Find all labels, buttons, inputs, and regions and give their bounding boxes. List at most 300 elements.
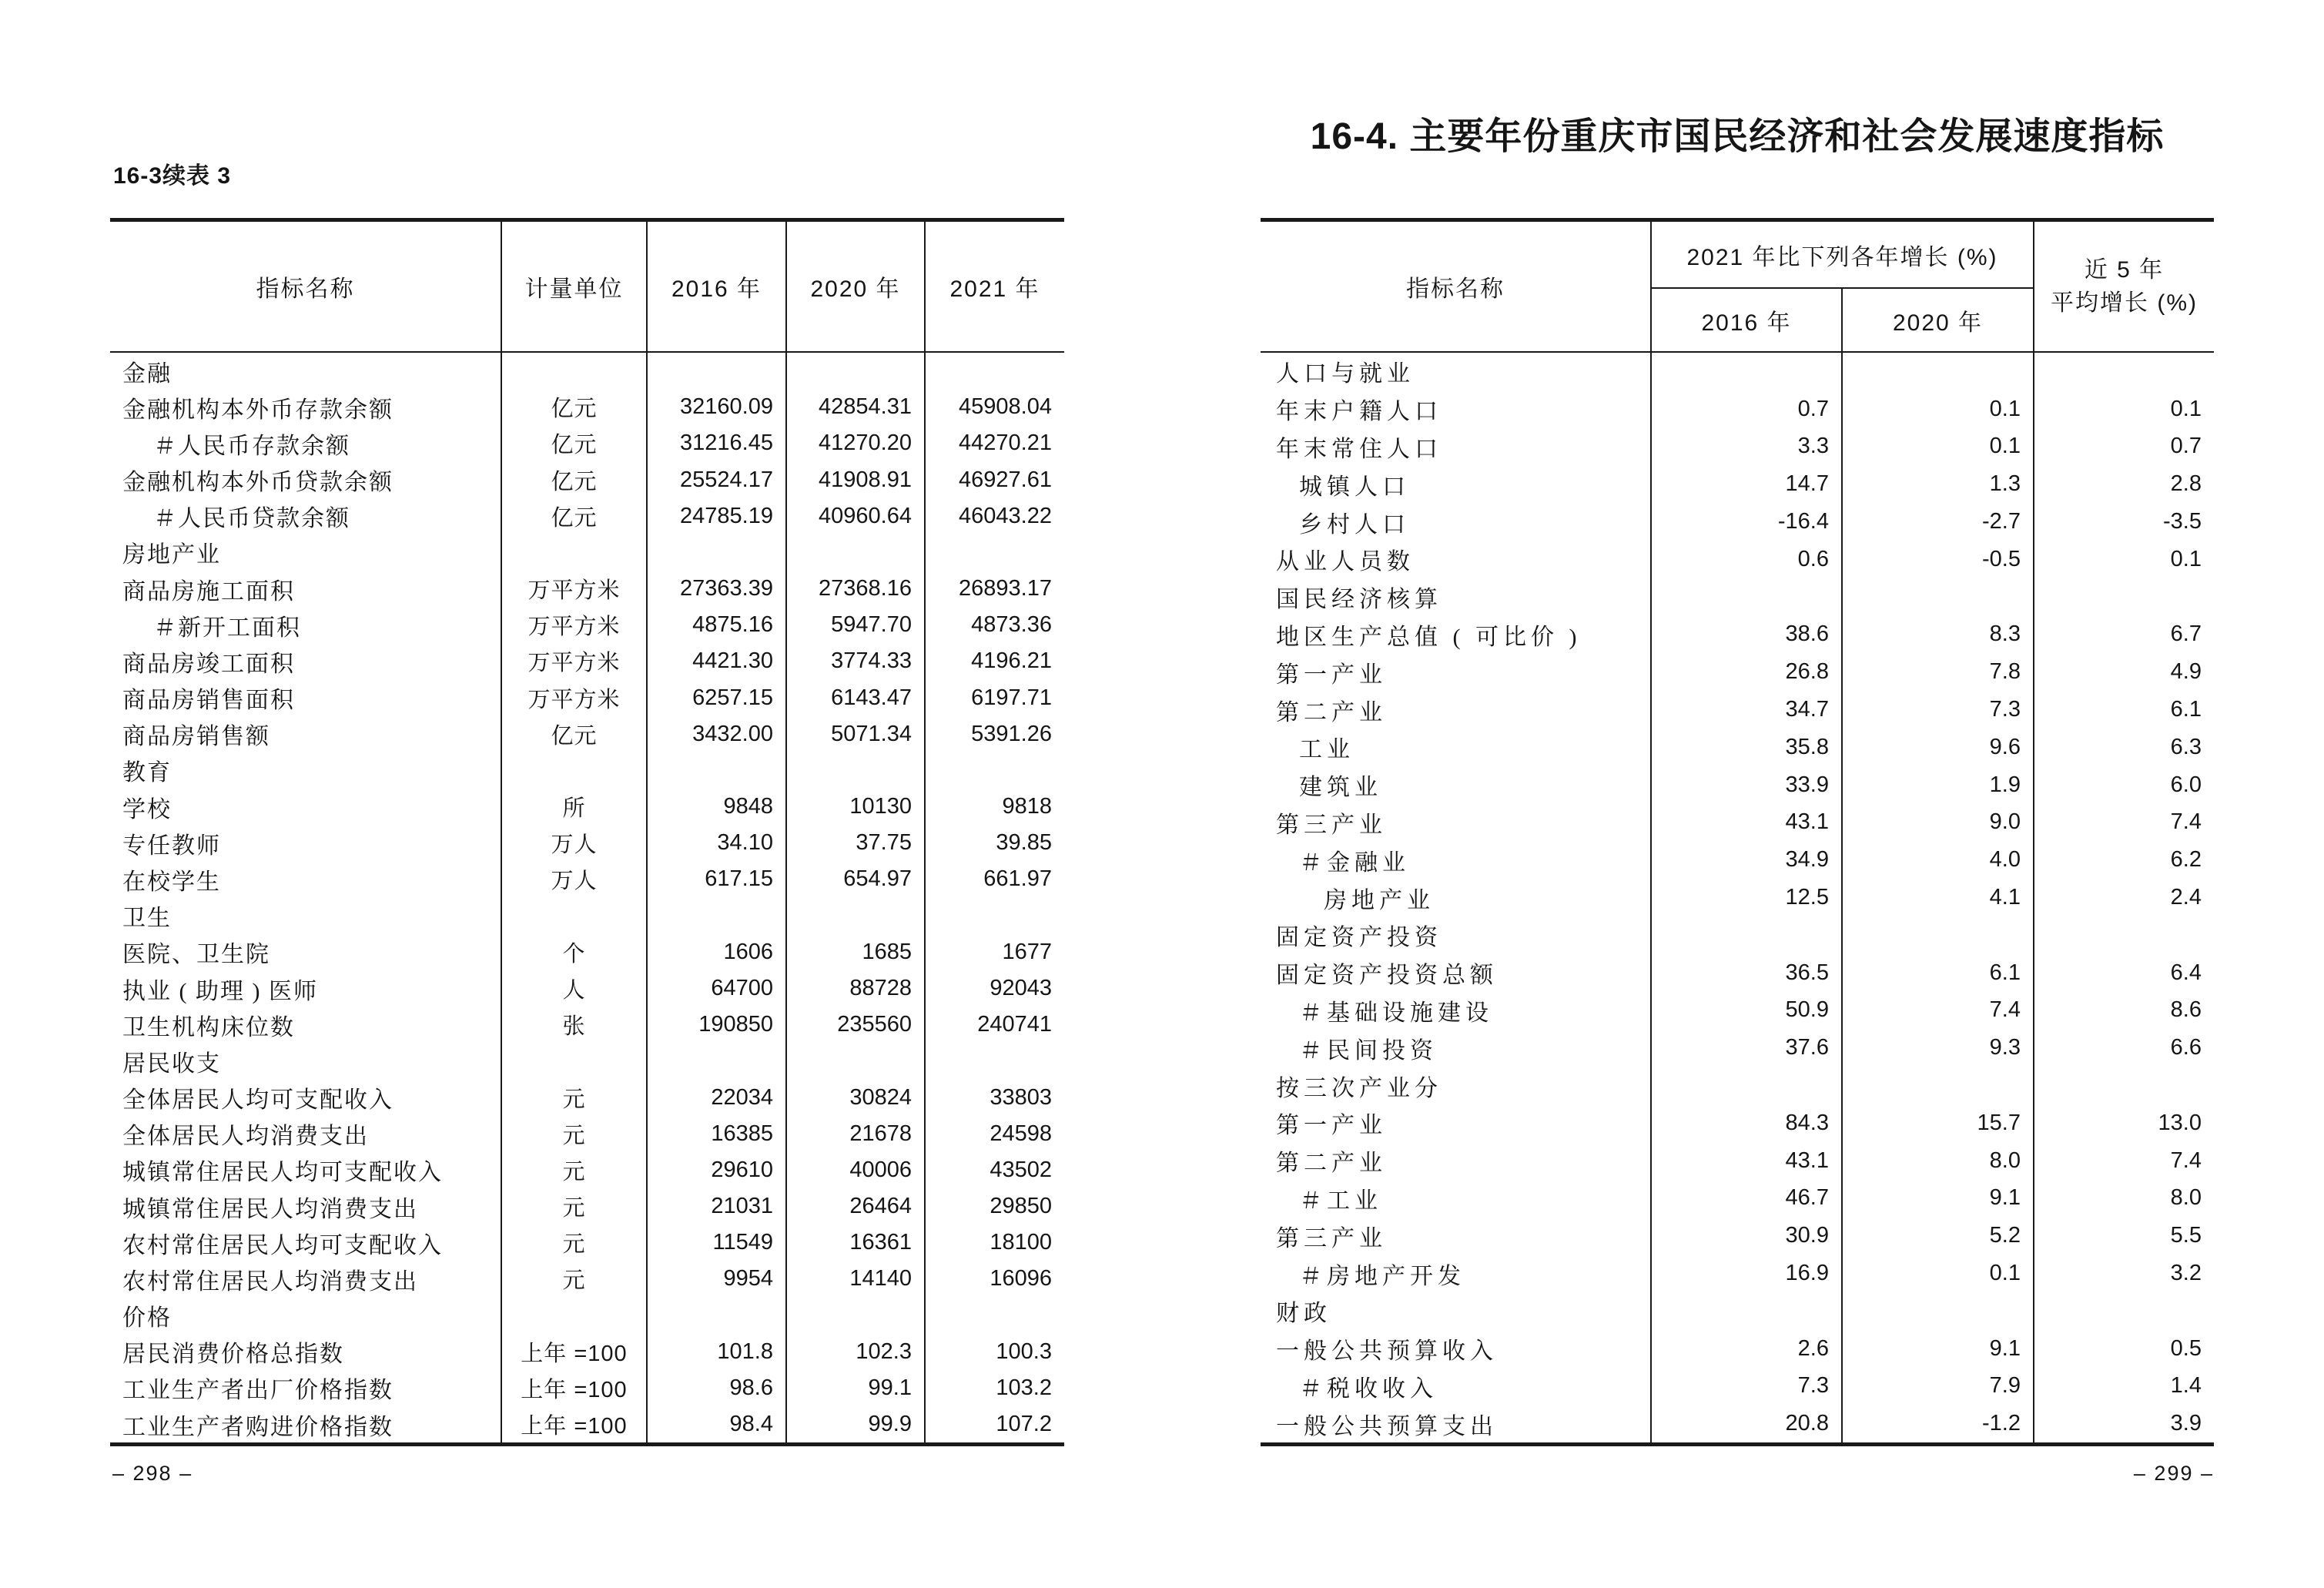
value-2016: 4875.16 (648, 607, 787, 643)
indicator-name: 一般公共预算支出 (1261, 1405, 1652, 1442)
right-header-avg5-line2: 平均增长 (%) (2051, 290, 2198, 316)
indicator-name: 乡村人口 (1261, 503, 1652, 541)
growth-vs-2016: 2.6 (1652, 1330, 1843, 1368)
table-row (110, 462, 1064, 498)
value-2016: 1606 (648, 934, 787, 970)
table-row (110, 861, 1064, 897)
value-2016: 9954 (648, 1261, 787, 1297)
value-2021: 661.97 (983, 866, 1052, 892)
growth-vs-2020: 9.0 (1843, 804, 2034, 842)
indicator-name: 年末户籍人口 (1261, 390, 1652, 428)
table-row (1261, 916, 2214, 954)
avg-5yr-growth: 6.2 (2170, 847, 2202, 873)
growth-vs-2016: 37.6 (1652, 1029, 1843, 1067)
growth-vs-2016 (1652, 578, 1843, 616)
growth-vs-2020: 9.1 (1843, 1330, 2034, 1368)
indicator-name: 专任教师 (110, 825, 502, 861)
table-row (110, 680, 1064, 716)
growth-vs-2016 (1652, 1067, 1843, 1104)
avg-5yr-growth: 0.1 (2170, 396, 2202, 421)
table-row (1261, 1180, 2214, 1218)
avg-5yr-growth: 0.7 (2170, 434, 2202, 459)
value-2021: 39.85 (996, 830, 1052, 856)
growth-vs-2016: 38.6 (1652, 616, 1843, 654)
table-row (110, 571, 1064, 607)
avg-5yr-growth (2034, 1067, 2214, 1104)
growth-vs-2020: 7.8 (1843, 653, 2034, 691)
avg-5yr-growth: 7.4 (2170, 809, 2202, 835)
growth-vs-2020: -0.5 (1843, 541, 2034, 578)
indicator-name: 商品房销售额 (110, 716, 502, 752)
avg-5yr-growth: 8.6 (2170, 997, 2202, 1023)
value-2020: 21678 (787, 1116, 926, 1152)
unit-cell: 亿元 (502, 425, 648, 461)
value-2016: 4421.30 (648, 643, 787, 679)
avg-5yr-growth: 2.8 (2170, 471, 2202, 497)
growth-vs-2020: 9.3 (1843, 1029, 2034, 1067)
indicator-name: 在校学生 (110, 861, 502, 897)
indicator-name: 全体居民人均消费支出 (110, 1116, 502, 1152)
indicator-name: 按三次产业分 (1261, 1067, 1652, 1104)
unit-cell (502, 1297, 648, 1333)
table-row (1261, 691, 2214, 729)
unit-cell: 张 (502, 1007, 648, 1043)
indicator-name: 价格 (110, 1297, 502, 1333)
indicator-name: 医院、卫生院 (110, 934, 502, 970)
value-2020: 1685 (787, 934, 926, 970)
unit-cell: 亿元 (502, 462, 648, 498)
unit-cell (502, 898, 648, 934)
value-2020 (787, 1043, 926, 1079)
indicator-name: 全体居民人均可支配收入 (110, 1079, 502, 1115)
value-2021: 45908.04 (959, 394, 1052, 420)
left-table (110, 218, 1064, 1446)
unit-cell: 个 (502, 934, 648, 970)
table-row (110, 1297, 1064, 1333)
unit-cell: 万平方米 (502, 680, 648, 716)
value-2020: 102.3 (787, 1334, 926, 1370)
left-header-2020: 2020 年 (787, 222, 926, 351)
avg-5yr-growth: 3.9 (2170, 1411, 2202, 1436)
indicator-name: 商品房销售面积 (110, 680, 502, 716)
right-header-group-wrap (1652, 222, 2034, 351)
value-2020 (787, 752, 926, 789)
value-2016 (648, 1043, 787, 1079)
growth-vs-2016: 33.9 (1652, 766, 1843, 804)
avg-5yr-growth: 7.4 (2170, 1147, 2202, 1173)
unit-cell (502, 353, 648, 389)
value-2016: 32160.09 (648, 389, 787, 425)
left-header-2016: 2016 年 (648, 222, 787, 351)
value-2016: 9848 (648, 789, 787, 825)
growth-vs-2016: -16.4 (1652, 503, 1843, 541)
growth-vs-2020 (1843, 578, 2034, 616)
avg-5yr-growth: 8.0 (2170, 1185, 2202, 1211)
growth-vs-2020 (1843, 1067, 2034, 1104)
avg-5yr-growth: 1.4 (2170, 1373, 2202, 1399)
value-2021: 107.2 (996, 1412, 1052, 1437)
avg-5yr-growth: 0.5 (2170, 1335, 2202, 1361)
table-row (110, 898, 1064, 934)
growth-vs-2020: 1.9 (1843, 766, 2034, 804)
avg-5yr-growth: 6.0 (2170, 772, 2202, 797)
growth-vs-2016 (1652, 916, 1843, 954)
value-2016: 24785.19 (648, 498, 787, 534)
value-2016: 29610 (648, 1152, 787, 1188)
unit-cell: 万平方米 (502, 571, 648, 607)
table-row (110, 1225, 1064, 1261)
value-2021: 6197.71 (971, 685, 1052, 710)
value-2021: 24598 (990, 1121, 1052, 1146)
value-2021: 4873.36 (971, 612, 1052, 638)
indicator-name: ＃新开工面积 (110, 607, 502, 643)
indicator-name: ＃金融业 (1261, 841, 1652, 879)
indicator-name: ＃民间投资 (1261, 1029, 1652, 1067)
table-row (1261, 1292, 2214, 1330)
value-2020: 14140 (787, 1261, 926, 1297)
right-table-header (1261, 218, 2214, 353)
growth-vs-2020: 0.1 (1843, 1255, 2034, 1292)
value-2020: 5947.70 (787, 607, 926, 643)
growth-vs-2016: 50.9 (1652, 992, 1843, 1030)
indicator-name: 第二产业 (1261, 1142, 1652, 1180)
unit-cell: 元 (502, 1079, 648, 1115)
indicator-name: ＃人民币贷款余额 (110, 498, 502, 534)
right-header-2020: 2020 年 (1892, 310, 1984, 336)
growth-vs-2020: 7.3 (1843, 691, 2034, 729)
table-row (1261, 353, 2214, 390)
unit-cell: 亿元 (502, 389, 648, 425)
table-row (110, 1406, 1064, 1442)
avg-5yr-growth: 4.9 (2170, 659, 2202, 685)
value-2021: 240741 (977, 1012, 1052, 1037)
value-2016: 98.4 (648, 1406, 787, 1442)
indicator-name: 固定资产投资总额 (1261, 954, 1652, 992)
growth-vs-2020: 7.4 (1843, 992, 2034, 1030)
value-2020: 654.97 (787, 861, 926, 897)
value-2021: 5391.26 (971, 721, 1052, 746)
indicator-name: 农村常住居民人均消费支出 (110, 1261, 502, 1297)
value-2020: 3774.33 (787, 643, 926, 679)
table-row (110, 1043, 1064, 1079)
table-row (1261, 729, 2214, 766)
unit-cell: 人 (502, 970, 648, 1007)
value-2021: 29850 (990, 1194, 1052, 1219)
table-row (1261, 1029, 2214, 1067)
indicator-name: 从业人员数 (1261, 541, 1652, 578)
table-row (110, 752, 1064, 789)
avg-5yr-growth: 2.4 (2170, 885, 2202, 910)
unit-cell: 元 (502, 1225, 648, 1261)
indicator-name: 学校 (110, 789, 502, 825)
table-row (1261, 541, 2214, 578)
indicator-name: 商品房施工面积 (110, 571, 502, 607)
growth-vs-2016: 3.3 (1652, 428, 1843, 466)
indicator-name: ＃税收收入 (1261, 1368, 1652, 1405)
table-row (110, 934, 1064, 970)
growth-vs-2016 (1652, 1292, 1843, 1330)
value-2021: 103.2 (996, 1375, 1052, 1400)
indicator-name: 金融机构本外币存款余额 (110, 389, 502, 425)
value-2020: 88728 (787, 970, 926, 1007)
table-row (1261, 578, 2214, 616)
value-2016: 3432.00 (648, 716, 787, 752)
indicator-name: ＃房地产开发 (1261, 1255, 1652, 1292)
indicator-name: 第三产业 (1261, 1217, 1652, 1255)
table-row (1261, 1104, 2214, 1142)
indicator-name: 执业 ( 助理 ) 医师 (110, 970, 502, 1007)
value-2021: 46043.22 (959, 503, 1052, 528)
growth-vs-2020: 15.7 (1843, 1104, 2034, 1142)
unit-cell: 上年 =100 (502, 1406, 648, 1442)
table-row (110, 1370, 1064, 1406)
growth-vs-2016: 43.1 (1652, 804, 1843, 842)
value-2021 (926, 1043, 1064, 1079)
table-row (1261, 841, 2214, 879)
table-row (110, 498, 1064, 534)
indicator-name: 城镇常住居民人均可支配收入 (110, 1152, 502, 1188)
growth-vs-2020 (1843, 1292, 2034, 1330)
avg-5yr-growth: 0.1 (2170, 546, 2202, 571)
indicator-name: 地区生产总值 ( 可比价 ) (1261, 616, 1652, 654)
value-2020: 16361 (787, 1225, 926, 1261)
value-2016: 34.10 (648, 825, 787, 861)
value-2016: 101.8 (648, 1334, 787, 1370)
indicator-name: ＃基础设施建设 (1261, 992, 1652, 1030)
indicator-name: 居民收支 (110, 1043, 502, 1079)
unit-cell: 万平方米 (502, 607, 648, 643)
value-2021 (926, 752, 1064, 789)
indicator-name: 财政 (1261, 1292, 1652, 1330)
growth-vs-2020: -1.2 (1843, 1405, 2034, 1442)
value-2016: 617.15 (648, 861, 787, 897)
value-2021: 46927.61 (959, 467, 1052, 492)
right-table-body (1261, 353, 2214, 1446)
left-table-caption: 16-3续表 3 (113, 163, 232, 189)
value-2021: 44270.21 (959, 431, 1052, 456)
growth-vs-2020: 4.1 (1843, 879, 2034, 916)
table-row (1261, 503, 2214, 541)
indicator-name: ＃人民币存款余额 (110, 425, 502, 461)
avg-5yr-growth: 6.4 (2170, 960, 2202, 985)
growth-vs-2016: 16.9 (1652, 1255, 1843, 1292)
table-row (1261, 1067, 2214, 1104)
table-row (110, 970, 1064, 1007)
table-row (1261, 879, 2214, 916)
indicator-name: 城镇常住居民人均消费支出 (110, 1188, 502, 1225)
table-row (110, 643, 1064, 679)
value-2020: 41908.91 (787, 462, 926, 498)
value-2021: 16096 (990, 1266, 1052, 1292)
growth-vs-2020: 0.1 (1843, 390, 2034, 428)
table-row (110, 534, 1064, 571)
table-row (110, 389, 1064, 425)
value-2021: 33803 (990, 1084, 1052, 1110)
value-2020: 30824 (787, 1079, 926, 1115)
value-2016: 22034 (648, 1079, 787, 1115)
table-row (1261, 428, 2214, 466)
indicator-name: 建筑业 (1261, 766, 1652, 804)
unit-cell: 所 (502, 789, 648, 825)
left-header-indicator: 指标名称 (110, 222, 502, 351)
growth-vs-2020 (1843, 916, 2034, 954)
unit-cell: 上年 =100 (502, 1370, 648, 1406)
value-2020: 99.9 (787, 1406, 926, 1442)
growth-vs-2020: 5.2 (1843, 1217, 2034, 1255)
right-header-growth-group: 2021 年比下列各年增长 (%) (1652, 222, 2033, 289)
value-2020 (787, 1297, 926, 1333)
right-header-avg5-line1: 近 5 年 (2084, 256, 2165, 283)
table-row (110, 1188, 1064, 1225)
indicator-name: 教育 (110, 752, 502, 789)
growth-vs-2016: 0.7 (1652, 390, 1843, 428)
avg-5yr-growth (2034, 916, 2214, 954)
growth-vs-2016 (1652, 353, 1843, 390)
unit-cell: 万人 (502, 825, 648, 861)
table-row (1261, 653, 2214, 691)
value-2020: 26464 (787, 1188, 926, 1225)
growth-vs-2016: 35.8 (1652, 729, 1843, 766)
value-2020: 10130 (787, 789, 926, 825)
table-row (1261, 1368, 2214, 1405)
growth-vs-2016: 36.5 (1652, 954, 1843, 992)
table-row (110, 353, 1064, 389)
growth-vs-2016: 43.1 (1652, 1142, 1843, 1180)
indicator-name: 第一产业 (1261, 653, 1652, 691)
growth-vs-2016: 20.8 (1652, 1405, 1843, 1442)
table-row (110, 1152, 1064, 1188)
value-2021: 1677 (1002, 939, 1052, 964)
growth-vs-2020: 7.9 (1843, 1368, 2034, 1405)
value-2021: 92043 (990, 976, 1052, 1000)
indicator-name: ＃工业 (1261, 1180, 1652, 1218)
value-2020: 42854.31 (787, 389, 926, 425)
avg-5yr-growth (2034, 1292, 2214, 1330)
value-2021 (926, 353, 1064, 389)
growth-vs-2020: 9.1 (1843, 1180, 2034, 1218)
value-2016: 27363.39 (648, 571, 787, 607)
table-row (1261, 766, 2214, 804)
value-2016 (648, 1297, 787, 1333)
left-header-unit: 计量单位 (502, 222, 648, 351)
value-2021: 26893.17 (959, 576, 1052, 601)
indicator-name: 固定资产投资 (1261, 916, 1652, 954)
table-row (1261, 804, 2214, 842)
right-header-indicator: 指标名称 (1261, 222, 1652, 351)
value-2016: 25524.17 (648, 462, 787, 498)
unit-cell: 元 (502, 1188, 648, 1225)
value-2021: 100.3 (996, 1338, 1052, 1364)
indicator-name: 金融 (110, 353, 502, 389)
avg-5yr-growth: 3.2 (2170, 1261, 2202, 1286)
value-2020 (787, 534, 926, 571)
avg-5yr-growth: 13.0 (2158, 1110, 2202, 1135)
value-2021 (926, 1297, 1064, 1333)
growth-vs-2016: 30.9 (1652, 1217, 1843, 1255)
value-2021: 43502 (990, 1157, 1052, 1182)
table-row (1261, 1330, 2214, 1368)
value-2016: 6257.15 (648, 680, 787, 716)
indicator-name: 年末常住人口 (1261, 428, 1652, 466)
indicator-name: 第二产业 (1261, 691, 1652, 729)
growth-vs-2016: 46.7 (1652, 1180, 1843, 1218)
growth-vs-2020: -2.7 (1843, 503, 2034, 541)
value-2021 (926, 534, 1064, 571)
value-2016: 31216.45 (648, 425, 787, 461)
avg-5yr-growth: 6.1 (2170, 697, 2202, 722)
value-2020: 99.1 (787, 1370, 926, 1406)
value-2021: 9818 (1002, 794, 1052, 819)
growth-vs-2016: 34.7 (1652, 691, 1843, 729)
growth-vs-2016: 26.8 (1652, 653, 1843, 691)
value-2016 (648, 898, 787, 934)
right-table (1261, 218, 2214, 1446)
table-row (110, 1007, 1064, 1043)
table-row (1261, 616, 2214, 654)
unit-cell: 万平方米 (502, 643, 648, 679)
value-2016 (648, 534, 787, 571)
growth-vs-2020: 8.0 (1843, 1142, 2034, 1180)
indicator-name: 房地产业 (110, 534, 502, 571)
unit-cell: 元 (502, 1261, 648, 1297)
value-2016: 16385 (648, 1116, 787, 1152)
value-2016: 190850 (648, 1007, 787, 1043)
unit-cell: 亿元 (502, 716, 648, 752)
value-2016: 11549 (648, 1225, 787, 1261)
value-2021: 18100 (990, 1230, 1052, 1255)
avg-5yr-growth (2034, 353, 2214, 390)
right-header-avg5 (2034, 222, 2214, 351)
unit-cell: 上年 =100 (502, 1334, 648, 1370)
right-header-subrow (1652, 289, 2033, 351)
left-table-header (110, 218, 1064, 353)
growth-vs-2020: 4.0 (1843, 841, 2034, 879)
value-2020: 37.75 (787, 825, 926, 861)
table-row (110, 1116, 1064, 1152)
left-table-body (110, 353, 1064, 1446)
table-row (110, 425, 1064, 461)
value-2020: 235560 (787, 1007, 926, 1043)
growth-vs-2016: 7.3 (1652, 1368, 1843, 1405)
avg-5yr-growth: -3.5 (2163, 509, 2202, 534)
indicator-name: 农村常住居民人均可支配收入 (110, 1225, 502, 1261)
page-number-right: – 299 – (2133, 1462, 2214, 1485)
unit-cell (502, 534, 648, 571)
value-2020: 41270.20 (787, 425, 926, 461)
unit-cell: 元 (502, 1152, 648, 1188)
table-row (110, 716, 1064, 752)
growth-vs-2016: 12.5 (1652, 879, 1843, 916)
page-number-left: – 298 – (112, 1462, 193, 1485)
value-2020 (787, 353, 926, 389)
indicator-name: 工业生产者出厂价格指数 (110, 1370, 502, 1406)
avg-5yr-growth: 6.6 (2170, 1035, 2202, 1060)
value-2020: 27368.16 (787, 571, 926, 607)
table-row (1261, 992, 2214, 1030)
unit-cell: 亿元 (502, 498, 648, 534)
indicator-name: 商品房竣工面积 (110, 643, 502, 679)
avg-5yr-growth: 6.3 (2170, 734, 2202, 759)
growth-vs-2020: 8.3 (1843, 616, 2034, 654)
indicator-name: 工业生产者购进价格指数 (110, 1406, 502, 1442)
value-2016 (648, 752, 787, 789)
indicator-name: 国民经济核算 (1261, 578, 1652, 616)
avg-5yr-growth: 5.5 (2170, 1223, 2202, 1248)
value-2020: 40960.64 (787, 498, 926, 534)
growth-vs-2016: 14.7 (1652, 465, 1843, 503)
value-2021 (926, 898, 1064, 934)
table-row (110, 1261, 1064, 1297)
